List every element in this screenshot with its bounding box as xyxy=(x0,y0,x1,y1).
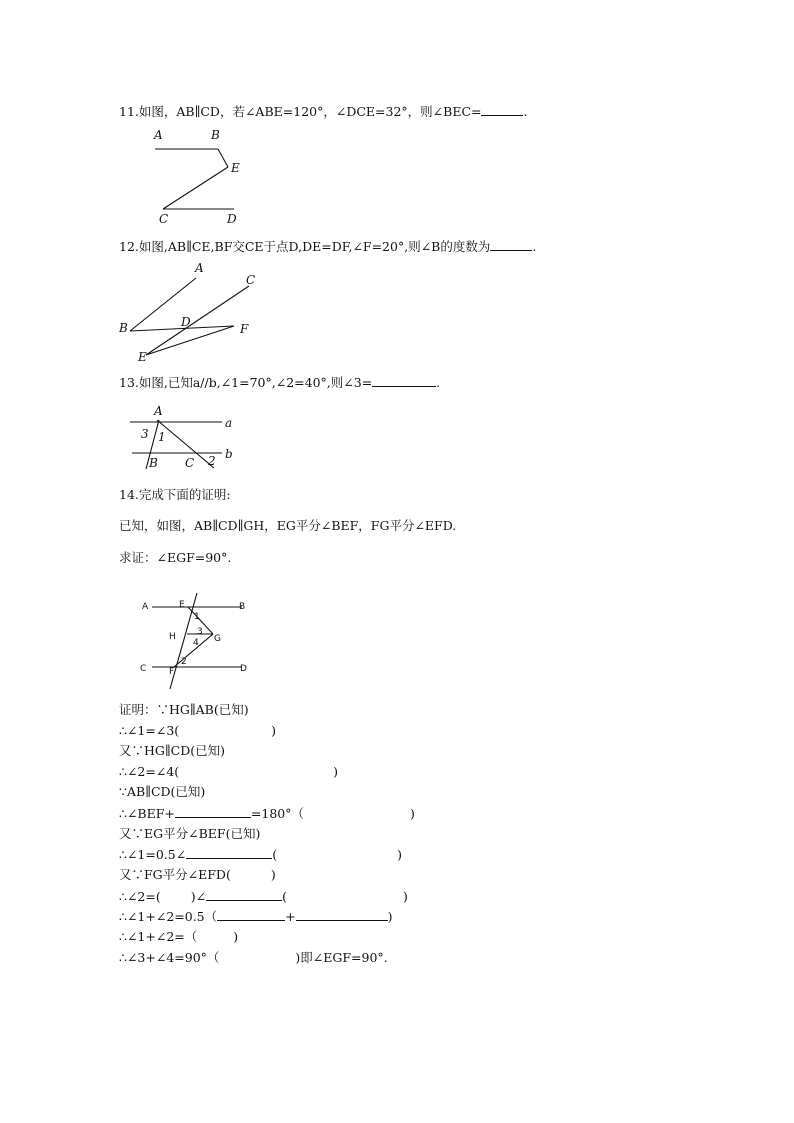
label-G: G xyxy=(214,634,221,644)
answer-blank[interactable] xyxy=(186,846,272,859)
q14-prove: 求证：∠EGF=90°. xyxy=(119,550,232,565)
q13-text: 13.如图,已知a//b,∠1=70°,∠2=40°,则∠3= . xyxy=(119,375,441,390)
q13-figure xyxy=(124,402,244,474)
label-A: A xyxy=(154,128,163,142)
proof-line-3: 又∵HG∥CD(已知) xyxy=(119,743,225,758)
q11-text: 11.如图，AB∥CD，若∠ABE=120°，∠DCE=32°，则∠BEC= . xyxy=(119,104,528,119)
proof-line-10: ∴∠2=( )∠ ( ) xyxy=(119,889,408,904)
label-A: A xyxy=(142,602,149,612)
label-C: C xyxy=(159,212,169,226)
label-4: 4 xyxy=(193,638,199,648)
proof-line-12: ∴∠1+∠2=（ ) xyxy=(119,929,239,944)
proof-line-11: ∴∠1+∠2=0.5（ + ) xyxy=(119,909,393,924)
label-B: B xyxy=(211,128,220,142)
label-1: 1 xyxy=(194,612,200,622)
answer-blank[interactable] xyxy=(206,888,282,901)
q14-title: 14.完成下面的证明: xyxy=(119,487,231,502)
label-2: 2 xyxy=(208,454,216,468)
answer-blank[interactable] xyxy=(372,374,436,387)
label-D: D xyxy=(240,664,247,674)
label-3: 3 xyxy=(141,427,149,441)
proof-line-5: ∵AB∥CD(已知) xyxy=(119,784,206,799)
label-A: A xyxy=(195,261,204,275)
label-1: 1 xyxy=(158,430,166,444)
proof-line-1: 证明：∵HG∥AB(已知) xyxy=(119,702,249,717)
label-C: C xyxy=(246,273,256,287)
label-E: E xyxy=(231,161,240,175)
q14-given: 已知，如图，AB∥CD∥GH，EG平分∠BEF，FG平分∠EFD. xyxy=(119,518,457,533)
answer-blank[interactable] xyxy=(296,908,388,921)
label-b: b xyxy=(225,447,233,461)
label-a: a xyxy=(225,416,233,430)
label-F: F xyxy=(240,322,249,336)
q12-figure xyxy=(116,260,261,365)
answer-blank[interactable] xyxy=(490,238,532,251)
answer-blank[interactable] xyxy=(217,908,285,921)
label-B: B xyxy=(149,456,158,470)
label-D: D xyxy=(227,212,237,226)
label-H: H xyxy=(169,632,176,642)
answer-blank[interactable] xyxy=(481,103,523,116)
label-E: E xyxy=(138,350,147,364)
answer-blank[interactable] xyxy=(175,805,251,818)
proof-line-2: ∴∠1=∠3( ) xyxy=(119,723,277,738)
label-B: B xyxy=(119,321,128,335)
q11-figure xyxy=(148,122,248,228)
label-A: A xyxy=(154,404,163,418)
label-D: D xyxy=(181,315,191,329)
label-E: E xyxy=(179,600,185,610)
q12-text: 12.如图,AB∥CE,BF交CE于点D,DE=DF,∠F=20°,则∠B的度数为 . xyxy=(119,239,537,254)
proof-line-4: ∴∠2=∠4( ) xyxy=(119,764,339,779)
proof-line-8: ∴∠1=0.5∠ ( ) xyxy=(119,847,402,862)
proof-line-6: ∴∠BEF+ =180°（ ) xyxy=(119,806,415,821)
label-B: B xyxy=(239,602,246,612)
proof-line-13: ∴∠3+∠4=90°（ )即∠EGF=90°. xyxy=(119,950,388,965)
label-C: C xyxy=(140,664,147,674)
proof-line-7: 又∵EG平分∠BEF(已知) xyxy=(119,826,261,841)
proof-line-9: 又∵FG平分∠EFD( ) xyxy=(119,867,276,882)
q14-figure xyxy=(136,590,256,690)
label-C: C xyxy=(185,456,195,470)
label-F: F xyxy=(169,667,175,677)
label-2: 2 xyxy=(181,657,187,667)
label-3: 3 xyxy=(197,627,203,637)
